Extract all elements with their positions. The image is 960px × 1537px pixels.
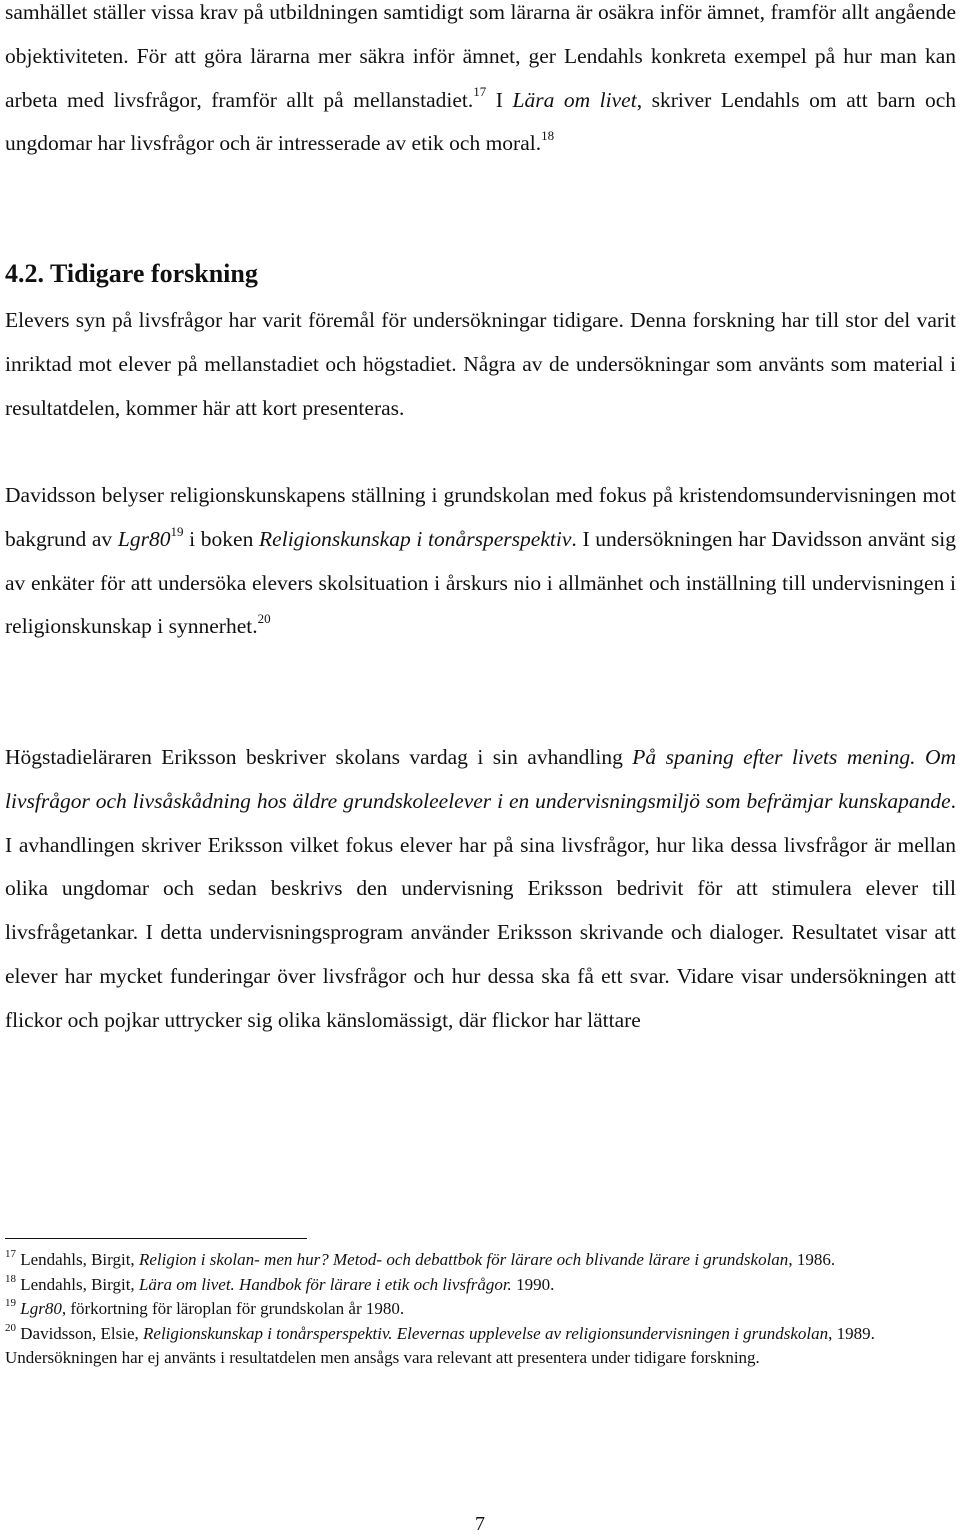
p2-text-b: i boken [183,526,260,551]
footnote-ref-17[interactable]: 17 [473,84,487,100]
p3-text-b: . I avhandlingen skriver Eriksson vilket fokus elever har på sina livsfrågor, hur lika dessa livsfrågor är mellan olika ungdomar och sedan beskrivs den undervisning Eriksson bedrivit för att stimulera elever till livsfrågetankar. I detta undervisningsprogram använder Eriksson skrivande och dialoger. Resultatet visar att elever har mycket funderingar över livsfrågor och hur dessa ska få ett svar. Vidare visar undersökningen att flickor och pojkar uttrycker sig olika känslomässigt, där flickor har lättare [5,788,956,1032]
section-heading: 4.2. Tidigare forskning [5,259,258,288]
thesis-title: På spaning efter livets mening. Om livsfrågor och livsåskådning hos äldre grundskoleelever i en undervisningsmiljö som befrämjar kunskapande [5,745,956,813]
footnote-text-a: Lendahls, Birgit, [16,1250,139,1269]
paragraph-davidsson [5,474,956,649]
intro-text-a: samhället ställer vissa krav på utbildningen samtidigt som lärarna är osäkra inför ämnet, framför allt angående objektiviteten. För att göra lärarna mer säkra inför ämnet, ger Lendahls konkreta exempel på hur man kan arbeta med livsfrågor, framför allt på mellanstadiet. [5,0,956,112]
footnote-text-b: , 1986. [788,1250,836,1269]
footnote-number: 20 [5,1321,16,1334]
footnote-20 [5,1322,956,1371]
book-title-lara-om-livet: Lära om livet [512,87,637,112]
footnote-number: 19 [5,1297,16,1310]
footnote-title: Religion i skolan- men hur? Metod- och debattbok för lärare och blivande lärare i grundskolan [138,1250,789,1269]
paragraph-eriksson [5,736,956,1043]
p2-text-a: Davidsson belyser religionskunskapens ställning i grundskolan med fokus på kristendomsundervisningen mot bakgrund av [5,483,956,551]
footnote-text-b: 1990. [511,1274,555,1294]
footnote-19 [5,1297,956,1322]
footnote-text-b: , förkortning för läroplan för grundskolan år 1980. [61,1299,405,1318]
p3-text-a: Högstadieläraren Eriksson beskriver skolans vardag i sin avhandling [5,745,633,769]
footnote-ref-19[interactable]: 19 [170,523,184,539]
footnote-17 [5,1248,956,1273]
intro-paragraph [5,0,956,166]
paragraph-research-intro: Elevers syn på livsfrågor har varit föremål för undersökningar tidigare. Denna forskning har till stor del varit inriktad mot elever på mellanstadiet och högstadiet. Några av de undersökningar som använts som material i resultatdelen, kommer här att kort presenteras. [5,308,956,420]
p2-text-c: . I undersökningen har Davidsson använt sig av enkäter för att undersöka elevers skolsituation i årskurs nio i allmänhet och inställning till undervisningen i religionskunskap i synnerhet. [5,526,956,639]
footnote-number: 18 [5,1272,16,1285]
book-title-religionskunskap: Religionskunskap i tonårsperspektiv [259,526,572,551]
footnote-text-b: , 1989. Undersökningen har ej använts i resultatdelen men ansågs vara relevant att presentera under tidigare forskning. [5,1323,875,1367]
footnote-ref-18[interactable]: 18 [541,128,555,144]
footnote-title: Lgr80 [20,1299,62,1318]
footnote-text-a: Davidsson, Elsie, [16,1323,144,1343]
footnotes [5,1248,956,1371]
footnote-18 [5,1273,956,1298]
intro-text-c: , skriver Lendahls om att barn och ungdomar har livsfrågor och är intresserade av etik och moral. [5,87,956,156]
footnote-title: Religionskunskap i tonårsperspektiv. Elevernas upplevelse av religionsundervisningen i grundskolan [143,1323,829,1343]
footnote-ref-20[interactable]: 20 [257,611,271,627]
footnote-number: 17 [5,1248,16,1261]
intro-text-b: I [486,87,513,112]
page-number: 7 [475,1513,485,1535]
lgr80-term: Lgr80 [117,526,171,551]
footnote-separator [5,1238,307,1239]
footnote-title: Lära om livet. Handbok för lärare i etik och livsfrågor. [138,1274,512,1294]
footnote-text-a: Lendahls, Birgit, [16,1274,139,1294]
